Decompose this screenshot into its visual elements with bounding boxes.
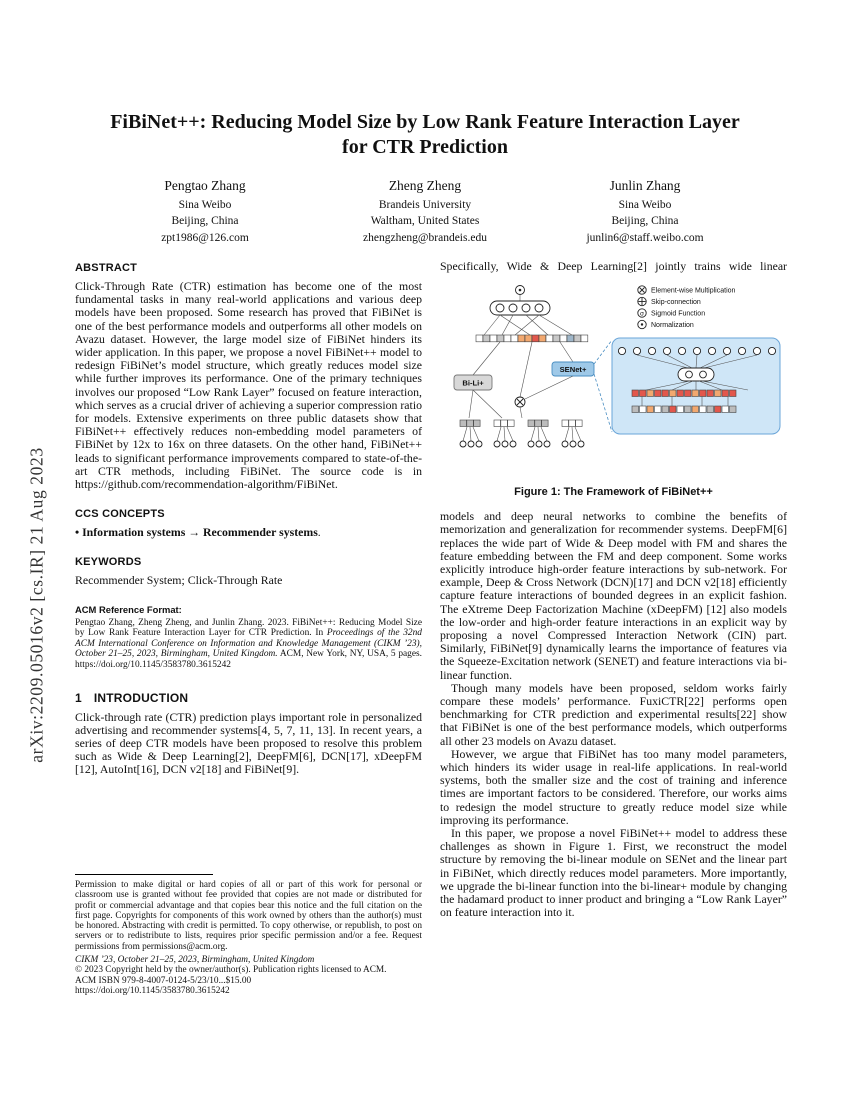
author-name: Pengtao Zhang <box>164 178 246 193</box>
legend-label: Skip-connection <box>651 299 701 307</box>
arxiv-watermark: arXiv:2209.05016v2 [cs.IR] 21 Aug 2023 <box>26 447 47 763</box>
authors-block <box>95 178 755 244</box>
concat-layer <box>476 335 588 342</box>
author-name: Junlin Zhang <box>609 178 681 193</box>
section-title: INTRODUCTION <box>93 690 189 705</box>
permission-text: Permission to make digital or hard copies of all or part of this work for personal or classroom use is granted without fee provided that copies are not made or distributed for profit or commercial advantage and that copies bear this notice and the full citation on the first page. Copyrights for components of this work owned by others than the author(s) must be honored. Abstracting with credit is permitted. To copy otherwise, or republish, to post on servers or to redistribute to lists, requires prior specific permission and/or a fee. Request permissions from permissions@acm.org. <box>75 880 422 952</box>
output-node <box>516 286 525 302</box>
ccs-heading: CCS CONCEPTS <box>75 508 165 521</box>
acm-reference-text <box>75 618 422 671</box>
figure-diagram <box>440 280 787 472</box>
abstract-heading: ABSTRACT <box>75 262 138 274</box>
author-3 <box>535 178 755 244</box>
keywords-line: Recommender System; Click-Through Rate <box>75 573 283 588</box>
ccs-bullet: • <box>75 525 80 540</box>
ccs-term-2: Recommender systems <box>203 525 318 540</box>
introduction-text: Click-through rate (CTR) prediction plays important role in personalized advertising and recommender systems[4, 5, 7, 11, 13]. In recent years, a series of deep CTR models have been proposed to resolve this problem such as Wide & Deep Learning[2], DeepFM[6], DCN[17], xDeepFM [12], AutoInt[16], DCN v2[18] and FiBiNet[9]. <box>75 709 422 777</box>
section-number: 1 <box>75 690 82 705</box>
senet-plus-label: SENet+ <box>559 365 587 375</box>
copyright-line: © 2023 Copyright held by the owner/author(s). Publication rights licensed to ACM. <box>75 965 387 976</box>
isbn-line: ACM ISBN 979-8-4007-0124-5/23/10...$15.00 <box>75 975 252 986</box>
conference-line: CIKM ’23, October 21–25, 2023, Birmingham, United Kingdom <box>75 955 315 966</box>
legend-label: Element-wise Multiplication <box>651 287 736 295</box>
ccs-concepts-line <box>75 526 422 539</box>
continuation-line: Specifically, Wide & Deep Learning[2] jointly trains wide linear <box>440 259 787 273</box>
author-name: Zheng Zheng <box>388 178 462 193</box>
author-2 <box>315 178 535 244</box>
right-column <box>440 260 787 920</box>
body-paragraph-4: In this paper, we propose a novel FiBiNet++ model to address these challenges as shown in Figure 1. First, we reconstruct the model structure by removing the bi-linear module on SENet and the linear part in FiBiNet, which directly reduces model parameters. More importantly, we upgrade the bi-linear function into the bi-linear+ module by changing the hadamard product to inner product and bringing a “Low Rank Layer” on feature interaction into it. <box>440 826 787 920</box>
sigmoid-function-icon <box>638 309 646 318</box>
figure-caption: Figure 1: The Framework of FiBiNet++ <box>514 486 713 499</box>
acm-ref-proceedings: Proceedings of the 32nd ACM International Conference on Information and Knowledge Management (CIKM ’23), October 21–25, 2023, Birmingham, United Kingdom. <box>75 628 422 660</box>
author-location: Beijing, China <box>171 214 239 227</box>
svg-text:σ: σ <box>639 310 645 318</box>
embedding-layer <box>460 420 582 427</box>
left-column <box>75 260 422 777</box>
ccs-period: . <box>317 525 321 540</box>
ccs-term-1: Information systems <box>82 525 186 540</box>
ccs-arrow: → <box>188 525 201 540</box>
senet-excitation-pill <box>678 368 714 381</box>
introduction-heading <box>75 691 422 705</box>
acm-ref-part1: Pengtao Zhang, Zheng Zheng, and Junlin Zhang. 2023. FiBiNet++: Reducing Model Size by Low Rank Feature Interaction Layer for CTR Prediction. In <box>75 617 422 639</box>
author-email[interactable]: zpt1986@126.com <box>161 232 249 245</box>
copyright-footnote <box>75 874 422 996</box>
abstract-text: Click-Through Rate (CTR) estimation has become one of the most fundamental tasks in many real-world applications and various deep models have been proposed. Some research has proved that FiBiNet is one of the best performance models and outperforms all other models on Avazu dataset. However, the large model size of FiBiNet hinders its wider application. In this paper, we propose a novel FiBiNet++ model to redesign FiBiNet’s model structure, which greatly reduces model size while further improves its performance. One of the primary techniques involves our proposed “Low Rank Layer” focused on feature interaction, which serves as a crucial driver of achieving a superior compression ratio for models. Extensive experiments on three public datasets show that FiBiNet++ effectively reduces non-embedding model parameters of FiBiNet by 12x to 16x on three datasets. On the other hand, FiBiNet++ leads to significant performance improvements compared to state-of-the-art CTR methods, including FiBiNet. The source code is in https://github.com/recommendation-algorithm/FiBiNet. <box>75 279 422 492</box>
senet-plus-box <box>552 362 594 376</box>
figure-1 <box>440 280 787 498</box>
author-email[interactable]: junlin6@staff.weibo.com <box>586 232 704 245</box>
paper-title: FiBiNet++: Reducing Model Size by Low Rank Feature Interaction Layer for CTR Prediction <box>110 111 740 158</box>
input-feature-nodes <box>460 427 584 447</box>
footnote-rule <box>75 874 213 875</box>
bilinear-plus-label: Bi-Li+ <box>462 378 484 388</box>
author-affiliation: Brandeis University <box>378 199 472 211</box>
author-location: Beijing, China <box>611 214 679 227</box>
author-affiliation: Sina Weibo <box>618 199 672 211</box>
legend-label: Normalization <box>651 322 694 330</box>
author-email[interactable]: zhengzheng@brandeis.edu <box>363 232 487 245</box>
skip-connection-icon <box>638 298 646 306</box>
bilinear-plus-box <box>454 375 492 390</box>
body-paragraph-1: models and deep neural networks to combine the benefits of memorization and generalization for recommender systems. DeepFM[6] replaces the wide part of Wide & Deep model with FM and shares the feature embedding between the FM and deep component. Some works explicitly introduce high-order feature interactions by sub-network. For example, Deep & Cross Network (DCN)[17] and DCN v2[18] efficiently capture feature interactions of bounded degrees in an explicit fashion. The eXtreme Deep Factorization Machine (xDeepFM) [12] also models the low-order and high-order feature interactions in an explicit way by proposing a novel Compressed Interaction Network (CIN) part. Similarly, FiBiNet[9] dynamically learns the importance of features via the Squeeze-Excitation network (SENET) and feature interactions via bi-linear function. <box>440 509 787 682</box>
hidden-layer <box>490 301 550 315</box>
doi-link[interactable]: https://doi.org/10.1145/3583780.3615242 <box>75 985 230 996</box>
elementwise-multiply-node <box>515 397 525 407</box>
keywords-heading: KEYWORDS <box>75 556 142 569</box>
elementwise-multiplication-icon <box>638 286 646 294</box>
author-location: Waltham, United States <box>370 214 480 227</box>
author-affiliation: Sina Weibo <box>178 199 232 211</box>
author-1 <box>95 178 315 244</box>
acm-ref-part2[interactable]: ACM, New York, NY, USA, 5 pages. https://doi.org/10.1145/3583780.3615242 <box>75 649 423 671</box>
mlp-wires <box>484 315 572 335</box>
normalization-icon <box>638 321 646 329</box>
figure-legend <box>638 286 736 329</box>
body-paragraph-2: Though many models have been proposed, seldom works fairly compare these models’ performance. FuxiCTR[22] performs open benchmarking for CTR prediction and experimental results[22] show that FiBiNet is one of the best performance models, which outperforms all other 23 models on Avazu dataset. <box>440 680 787 748</box>
senet-zoom-panel <box>612 338 780 434</box>
body-paragraph-3: However, we argue that FiBiNet has too many model parameters, which hinders its wider usage in real-life applications. In real-world systems, both the smaller size and the cost of training and inference times are important factors to be considered. Therefore, our works aims to redesign the model structure to greatly reduce model size while improving its performance. <box>440 746 787 827</box>
legend-label: Sigmoid Function <box>651 310 706 318</box>
acm-reference-heading: ACM Reference Format: <box>75 603 182 615</box>
